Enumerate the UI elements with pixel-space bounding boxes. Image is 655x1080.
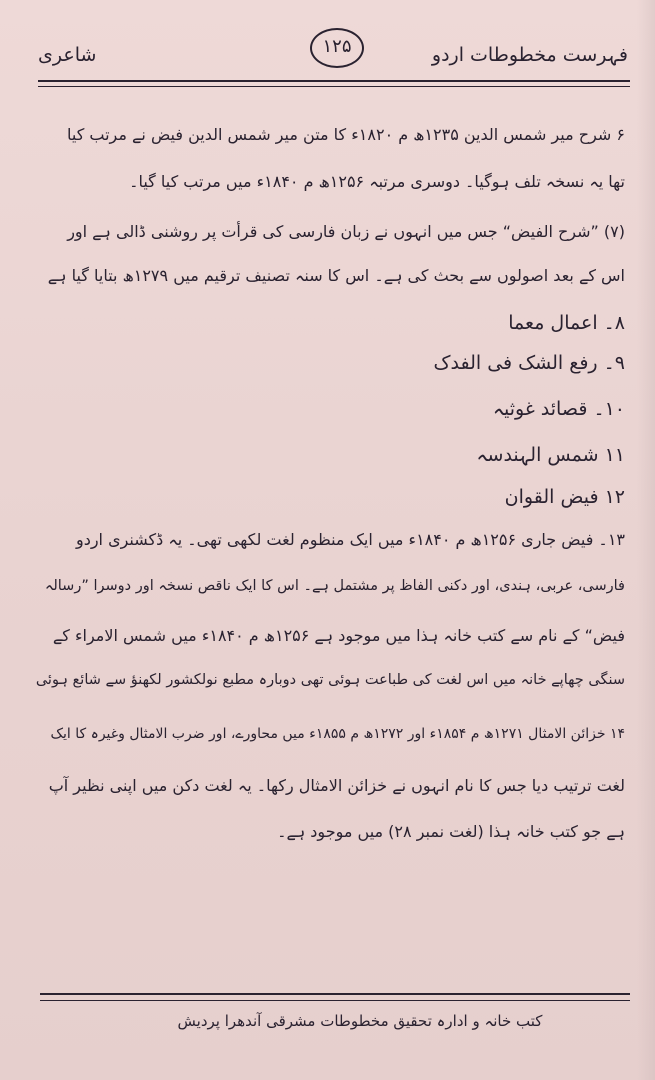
- page-edge-shadow: [637, 0, 655, 1080]
- entry-14-line-3: ہے جو کتب خانہ ہذا (لغت نمبر ۲۸) میں موجود ہے۔: [277, 822, 625, 841]
- footer-rule-thick: [40, 993, 630, 995]
- entry-9: ۹۔ رفع الشک فی الفدک: [433, 352, 625, 374]
- entry-13-line-2: فارسی، عربی، ہندی، اور دکنی الفاظ پر مشتمل ہے۔ اس کا ایک ناقص نسخہ اور دوسرا ”رسالہ: [44, 578, 625, 594]
- entry-14-line-1: ۱۴ خزائن الامثال ۱۲۷۱ھ م ۱۸۵۴ء اور ۱۲۷۲ھ م ۱۸۵۵ء میں محاورے، اور ضرب الامثال وغیرہ کا ایک: [50, 726, 625, 742]
- entry-7-line-2: اس کے بعد اصولوں سے بحث کی ہے۔ اس کا سنہ تصنیف ترقیم میں ۱۲۷۹ھ بتایا گیا ہے: [47, 266, 625, 285]
- footer-institution: کتب خانہ و ادارہ تحقیق مخطوطات مشرقی آندھرا پردیش: [177, 1012, 543, 1030]
- page-header: [38, 26, 628, 86]
- entry-6-line-1: ۶ شرح میر شمس الدین ۱۲۳۵ھ م ۱۸۲۰ء کا متن میر شمس الدین فیض نے مرتب کیا: [66, 125, 625, 144]
- entry-6-line-2: تھا یہ نسخہ تلف ہوگیا۔ دوسری مرتبہ ۱۲۵۶ھ م ۱۸۴۰ء میں مرتب کیا گیا۔: [129, 172, 625, 191]
- entry-13-line-4: سنگی چھاپے خانہ میں اس لغت کی طباعت ہوئی تھی دوبارہ مطبع نولکشور لکھنؤ سے شائع ہوئی: [35, 672, 625, 688]
- header-rule-thin: [38, 86, 630, 87]
- entry-8: ۸۔ اعمال معما: [508, 312, 625, 334]
- entry-11: ۱۱ شمس الہندسہ: [476, 444, 625, 466]
- page-number: ۱۲۵: [310, 28, 364, 68]
- header-title-left: شاعری: [38, 44, 97, 66]
- header-rule-thick: [38, 80, 630, 82]
- entry-7-line-1: (۷) ”شرح الفیض“ جس میں انہوں نے زبان فارسی کی قرأت پر روشنی ڈالی ہے اور: [67, 222, 625, 241]
- entry-13-line-3: فیض“ کے نام سے کتب خانہ ہذا میں موجود ہے ۱۲۵۶ھ م ۱۸۴۰ء میں شمس الامراء کے: [52, 626, 625, 645]
- entry-13-line-1: ۱۳۔ فیض جاری ۱۲۵۶ھ م ۱۸۴۰ء میں ایک منظوم لغت لکھی تھی۔ یہ ڈکشنری اردو: [75, 530, 625, 549]
- entry-10: ۱۰۔ قصائد غوثیہ: [492, 398, 625, 420]
- entry-14-line-2: لغت ترتیب دیا جس کا نام انہوں نے خزائن الامثال رکھا۔ یہ لغت دکن میں اپنی نظیر آپ: [48, 776, 625, 795]
- entry-12: ۱۲ فیض القوان: [504, 486, 625, 508]
- header-title-right: فہرست مخطوطات اردو: [431, 44, 628, 66]
- footer-rule-thin: [40, 1000, 630, 1001]
